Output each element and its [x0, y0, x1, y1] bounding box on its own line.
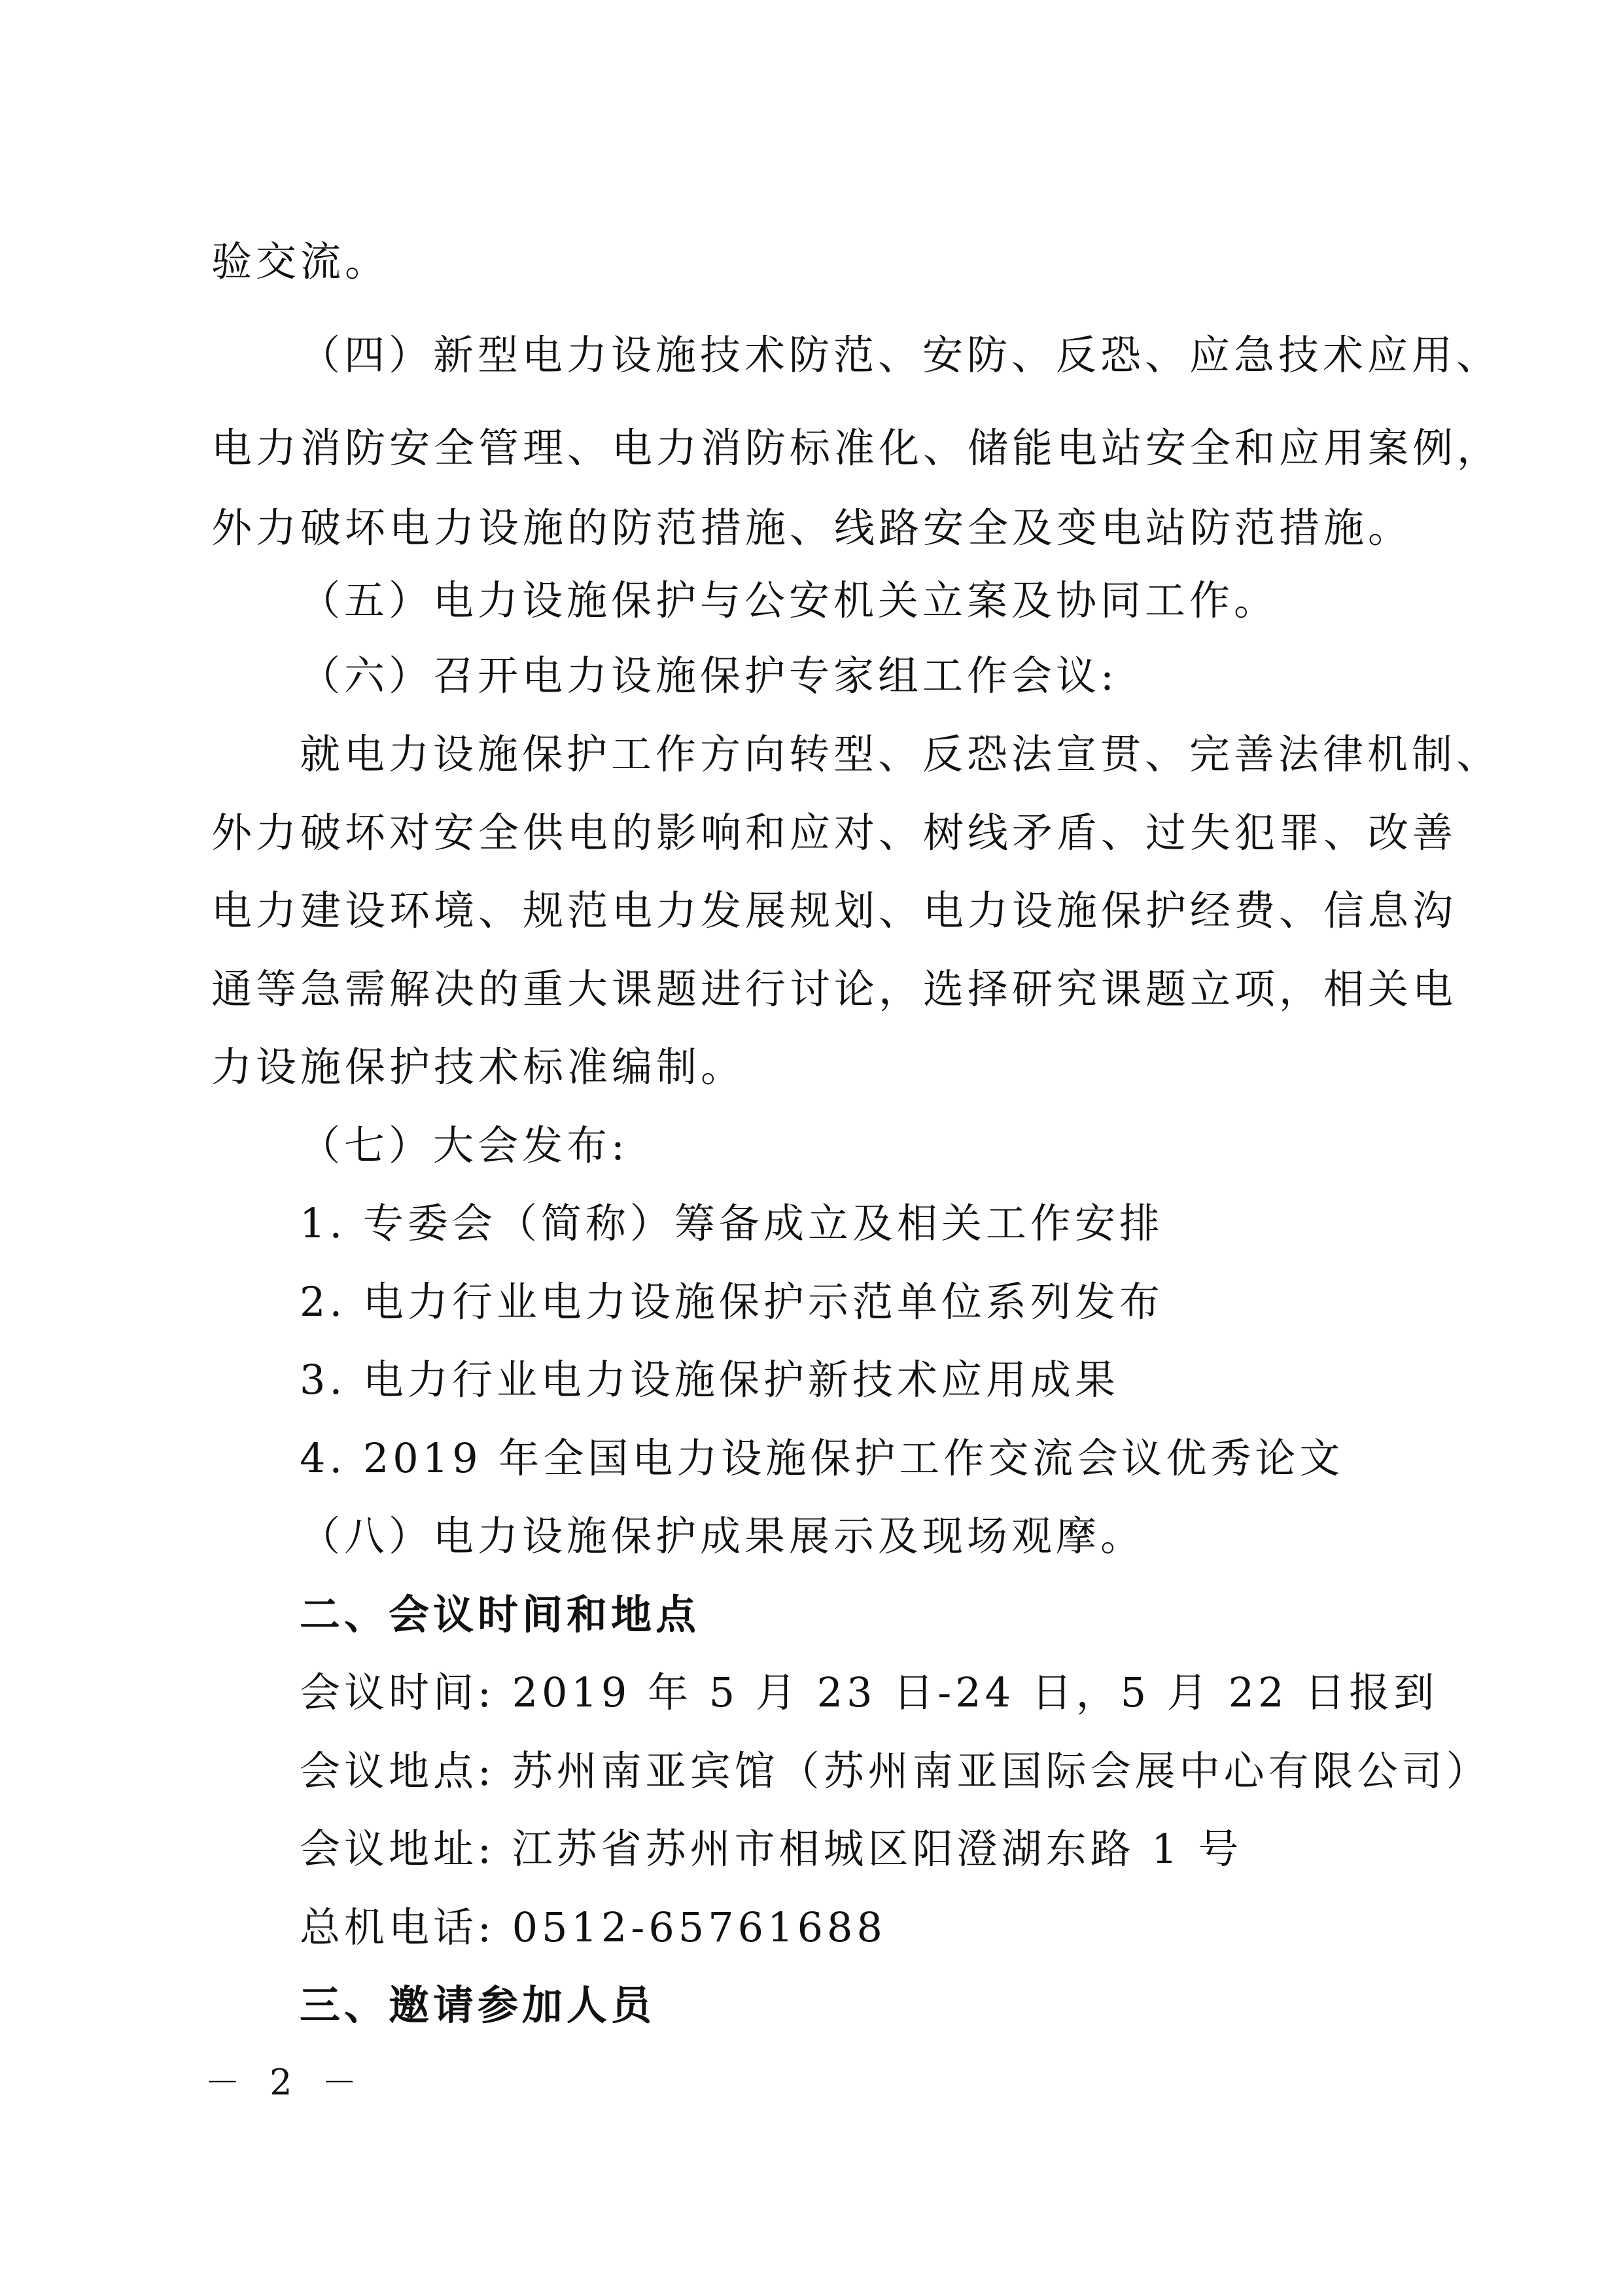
item-five: （五）电力设施保护与公安机关立案及协同工作。	[300, 576, 1279, 624]
meeting-venue: 会议地点: 苏州南亚宾馆（苏州南亚国际会展中心有限公司）	[300, 1747, 1491, 1795]
item-seven-heading: （七）大会发布:	[300, 1122, 629, 1169]
item-seven-sub-3: 3. 电力行业电力设施保护新技术应用成果	[300, 1356, 1119, 1404]
section-three-heading: 三、邀请参加人员	[300, 1981, 656, 2029]
meeting-address: 会议地址: 江苏省苏州市相城区阳澄湖东路 1 号	[300, 1825, 1243, 1873]
item-six-body-line-4: 通等急需解决的重大课题进行讨论，选择研究课题立项，相关电	[211, 965, 1457, 1013]
item-seven-sub-1: 1. 专委会（简称）筹备成立及相关工作安排	[300, 1199, 1164, 1247]
paragraph-continuation: 验交流。	[211, 238, 390, 285]
item-four-line-1: （四）新型电力设施技术防范、安防、反恐、应急技术应用、	[300, 331, 1501, 379]
item-four-line-2: 电力消防安全管理、电力消防标准化、储能电站安全和应用案例，	[211, 424, 1502, 472]
item-six-body-line-3: 电力建设环境、规范电力发展规划、电力设施保护经费、信息沟	[211, 887, 1457, 934]
meeting-time: 会议时间: 2019 年 5 月 23 日-24 日，5 月 22 日报到	[300, 1669, 1439, 1716]
item-seven-sub-2: 2. 电力行业电力设施保护示范单位系列发布	[300, 1278, 1164, 1326]
item-six-heading: （六）召开电力设施保护专家组工作会议:	[300, 652, 1118, 699]
item-seven-sub-4: 4. 2019 年全国电力设施保护工作交流会议优秀论文	[300, 1434, 1344, 1482]
switchboard-phone: 总机电话: 0512-65761688	[300, 1903, 886, 1951]
item-four-line-3: 外力破坏电力设施的防范措施、线路安全及变电站防范措施。	[211, 504, 1413, 552]
item-eight: （八）电力设施保护成果展示及现场观摩。	[300, 1512, 1145, 1560]
page-number: － 2 －	[205, 2062, 366, 2103]
section-two-heading: 二、会议时间和地点	[300, 1591, 701, 1638]
item-six-body-line-1: 就电力设施保护工作方向转型、反恐法宣贯、完善法律机制、	[300, 730, 1501, 778]
item-six-body-line-5: 力设施保护技术标准编制。	[211, 1043, 746, 1091]
item-six-body-line-2: 外力破坏对安全供电的影响和应对、树线矛盾、过失犯罪、改善	[211, 809, 1457, 857]
